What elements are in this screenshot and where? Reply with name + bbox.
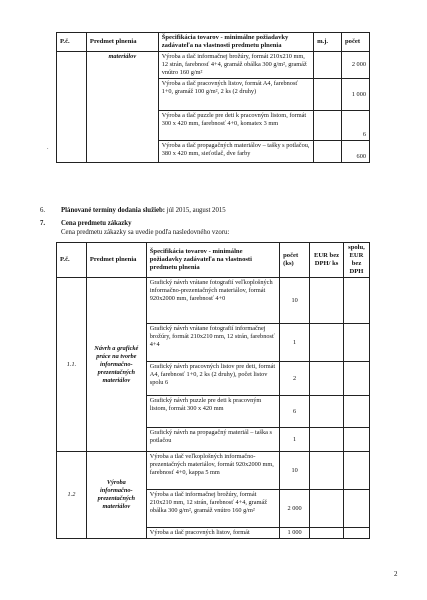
table-row <box>57 278 370 324</box>
col-header-count: počet <box>342 33 370 52</box>
spec-cell: Výroba a tlač puzzle pre deti k pracovným listom, formát 300 x 420 mm, farebnosť 4+0, komatex 3 mm <box>158 111 313 141</box>
unit-price-cell <box>310 324 344 362</box>
total-cell <box>343 278 369 324</box>
spec-cell: Výroba a tlač veľkoplošných informačno-prezentačných materiálov, formát 920x2000 mm, farebnosť 4+0, kappa 5 mm <box>146 452 279 490</box>
table-header-row <box>57 33 370 52</box>
spec-cell: Výroba a tlač pracovných listov, formát A4, farebnosť 1+0, gramáž 100 g/m², 2 ks (2 druhy) <box>158 79 313 111</box>
count-cell: 1 <box>280 324 310 362</box>
group-name-cell: Návrh a grafické práce na tvorbe informačno-prezentačných materiálov <box>86 278 146 452</box>
subject-cell: materiálov <box>86 52 158 163</box>
unit-price-cell <box>310 396 344 428</box>
count-cell: 1 000 <box>280 528 310 539</box>
col-header-total: spolu, EUR bez DPH <box>343 243 369 278</box>
count-cell: 2 000 <box>280 490 310 528</box>
col-header-spec: Špecifikácia tovarov - minimálne požiadavky zadávateľa na vlastnosti predmetu plnenia <box>158 33 313 52</box>
count-cell: 6 <box>280 396 310 428</box>
count-cell: 10 <box>280 452 310 490</box>
total-cell <box>343 324 369 362</box>
unit-price-cell <box>310 528 344 539</box>
spec-cell: Grafický návrh puzzle pre deti k pracovným listom, formát 300 x 420 mm <box>146 396 279 428</box>
spec-cell: Výroba a tlač informačnej brožúry, formát 210x210 mm, 12 strán, farebnosť 4+4, gramáž obálka 300 g/m², gramáž vnútro 160 g/m² <box>146 490 279 528</box>
row-number-cell <box>57 52 87 163</box>
spec-cell: Výroba a tlač informačnej brožúry, formát 210x210 mm, 12 strán, farebnosť 4+4, gramáž obálka 300 g/m², gramáž vnútro 160 g/m² <box>158 52 313 79</box>
total-cell <box>343 490 369 528</box>
section-7-title: Cena predmetu zákazky <box>61 220 132 227</box>
spec-cell: Výroba a tlač pracovných listov, formát <box>146 528 279 539</box>
section-6-line <box>61 207 226 215</box>
total-cell <box>343 362 369 396</box>
spec-cell: Grafický návrh pracovných listov pre deti, formát A4, farebnosť 1+0, 2 ks (2 druhy), počet listov spolu 6 <box>146 362 279 396</box>
unit-price-cell <box>310 490 344 528</box>
count-cell: 2 000 <box>342 52 370 79</box>
group-name-cell: Výroba informačno-prezentačných materiálov <box>86 452 146 539</box>
count-cell: 600 <box>342 141 370 163</box>
unit-price-cell <box>310 428 344 452</box>
page-number: 2 <box>394 570 398 578</box>
unit-cell <box>314 79 342 111</box>
col-header-subject: Predmet plnenia <box>86 33 158 52</box>
count-cell: 6 <box>342 111 370 141</box>
table-row <box>57 452 370 490</box>
col-header-unit-price: EUR bez DPH/ ks <box>310 243 344 278</box>
spec-cell: Grafický návrh vrátane fotografií veľkoplošných informačno-prezentačných materiálov, formát 920x2000 mm, farebnosť 4+0 <box>146 278 279 324</box>
spec-cell: Výroba a tlač propagačných materiálov – tašky s potlačou, 380 x 420 mm, sieťotlač, dve farby <box>158 141 313 163</box>
total-cell <box>343 528 369 539</box>
col-header-number: P.č. <box>57 33 87 52</box>
section-6-value: júl 2015, august 2015 <box>166 207 226 214</box>
count-cell: 2 <box>280 362 310 396</box>
section-7-number: 7. <box>40 220 46 227</box>
unit-cell <box>314 52 342 79</box>
total-cell <box>343 452 369 490</box>
table-header-row <box>57 243 370 278</box>
count-cell: 10 <box>280 278 310 324</box>
group-number-cell: 1.1. <box>57 278 87 452</box>
unit-cell <box>314 141 342 163</box>
price-table <box>56 242 370 539</box>
spec-cell: Grafický návrh na propagačný materiál – taška s potlačou <box>146 428 279 452</box>
spec-cell: Grafický návrh vrátane fotografií informačnej brožúry, formát 210x210 mm, 12 strán, farebnosť 4+4 <box>146 324 279 362</box>
unit-price-cell <box>310 362 344 396</box>
unit-price-cell <box>310 452 344 490</box>
col-header-count: počet (ks) <box>280 243 310 278</box>
section-6-label: Plánované termíny dodania služieb: <box>61 207 166 214</box>
group-number-cell: 1.2 <box>57 452 87 539</box>
count-cell: 1 <box>280 428 310 452</box>
stray-mark: . <box>47 145 49 151</box>
col-header-unit: m.j. <box>314 33 342 52</box>
specification-table <box>56 32 370 163</box>
table-row <box>57 52 370 79</box>
col-header-subject: Predmet plnenia <box>86 243 146 278</box>
col-header-spec: Špecifikácia tovarov - minimálne požiadavky zadávateľa na vlastnosti predmetu plnenia <box>146 243 279 278</box>
col-header-number: P.č. <box>57 243 87 278</box>
section-6-number: 6. <box>40 207 46 214</box>
total-cell <box>343 428 369 452</box>
total-cell <box>343 396 369 428</box>
count-cell: 1 000 <box>342 79 370 111</box>
section-7-subtitle: Cena predmetu zákazky sa uvedie podľa nasledovného vzoru: <box>61 229 230 236</box>
unit-cell <box>314 111 342 141</box>
unit-price-cell <box>310 278 344 324</box>
